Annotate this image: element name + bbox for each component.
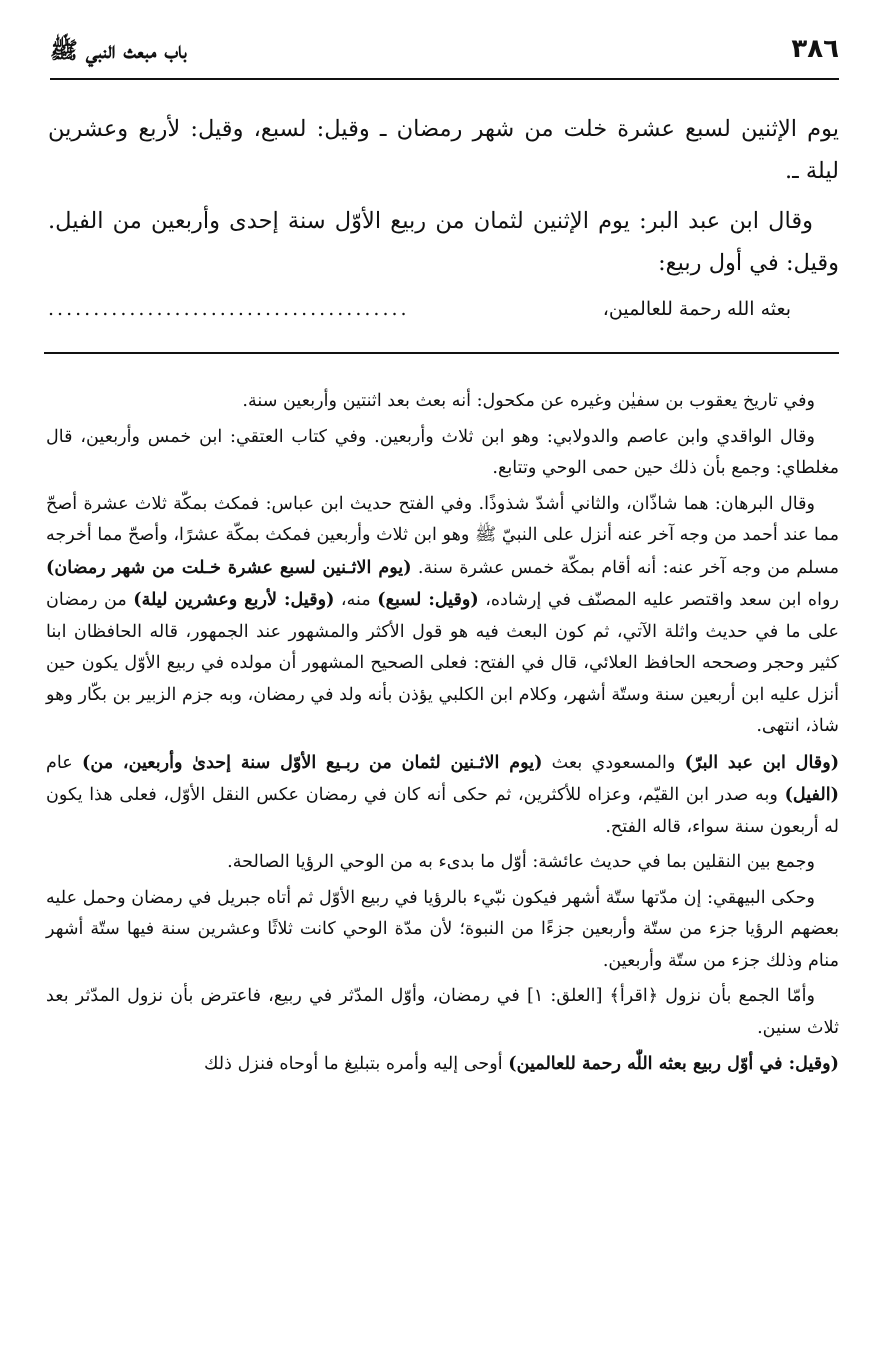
main-text bbox=[48, 108, 839, 326]
commentary-text bbox=[46, 386, 839, 1085]
commentary-paragraph-8 bbox=[46, 1048, 839, 1081]
commentary-paragraph-5: وجمع بين النقلين بما في حديث عائشة: أوّل ما بدىء به من الوحي الرؤيا الصالحة. bbox=[227, 852, 815, 872]
quoted-matn: (الفيل) bbox=[784, 784, 839, 805]
page-header bbox=[50, 30, 839, 80]
quoted-matn: (يوم الاثـنين لسبع عشرة خـلت من شهر رمضان) bbox=[46, 556, 412, 578]
commentary-paragraph-2: وقال الواقدي وابن عاصم والدولابي: وهو ابن ثلاث وأربعين. وفي كتاب العتقي: ابن خمس وأربعين، قال مغلطاي: وجمع بأن ذلك حين حمى الوحي وتتابع. bbox=[46, 426, 839, 478]
ellipsis-dots: ........................................ bbox=[48, 298, 410, 320]
quoted-matn: (وقال ابن عبد البرّ) bbox=[684, 751, 840, 773]
commentary-text-run: أوحى إليه وأمره بتبليغ ما أوحاه فنزل ذلك bbox=[203, 1054, 503, 1074]
commentary-paragraph-1: وفي تاريخ يعقوب بن سفيٰن وغيره عن مكحول: أنه بعث بعد اثنتين وأربعين سنة. bbox=[242, 391, 815, 411]
matn-paragraph-1: يوم الإثنين لسبع عشرة خلت من شهر رمضان ـ وقيل: لسبع، وقيل: لأربع وعشرين ليلة ـ. bbox=[48, 116, 839, 184]
commentary-text-run: عام bbox=[46, 752, 73, 773]
matn-paragraph-2: وقال ابن عبد البر: يوم الإثنين لثمان من ربيع الأوّل سنة إحدى وأربعين من الفيل. وقيل: في أول ربيع: bbox=[48, 208, 839, 276]
commentary-text-run: رواه ابن سعد واقتصر عليه المصنّف في إرشاده، bbox=[485, 590, 840, 610]
commentary-text-run: منه، bbox=[340, 590, 371, 610]
running-title: باب مبعث النبي ﷺ bbox=[50, 37, 187, 64]
commentary-text-run: وقال البرهان: هما شاذّان، والثاني أشدّ شذوذًا. وفي الفتح حديث ابن عباس: فمكث بمكّة ثلاث عشرة أصحّ مما عند أحمد من وجه آخر عنه أنزل على النبيّ ﷺ وهو ابن ثلاث وأربعين فمكث بمكّة عشرًا، وأصحّ مما أخرجه مسلم من وجه آخر عنه: أنه أقام بمكّة خمس عشرة سنة. bbox=[46, 493, 839, 578]
commentary-text-run: وبه صدر ابن القيّم، وعزاه للأكثرين، ثم حكى أنه كان في رمضان عكس النقل الأوّل، فعلى هذا يكون له أربعون سنة سواء، قاله الفتح. bbox=[46, 785, 839, 837]
matn-verse: بعثه الله رحمة للعالمين، bbox=[602, 298, 791, 320]
commentary-text-run: والمسعودي بعث bbox=[551, 752, 676, 773]
quoted-matn: (وقيل: في أوّل ربيع بعثه اللّٰه رحمة للعالمين) bbox=[508, 1053, 839, 1074]
quoted-matn: (وقيل: لأربع وعشرين ليلة) bbox=[133, 589, 335, 610]
commentary-paragraph-6: وحكى البيهقي: إن مدّتها ستّة أشهر فيكون نبّيء بالرؤيا في ربيع الأوّل ثم أتاه جبريل في رمضان وحمل عليه بعضهم الرؤيا جزء من ستّة وأربعين جزءًا من النبوة؛ لأن مدّة الوحي كانت ثلاثًا وعشرين سنة فيها ستّة أشهر منام وذلك جزء من ستّة وأربعين. bbox=[46, 887, 839, 971]
commentary-text-run: من رمضان على ما في حديث واثلة الآتي، ثم كون البعث فيه هو قول الأكثر والمشهور عند الجمهور، قاله الحافظان ابنا كثير وحجر وصححه الحافظ العلائي، قال في الفتح: فعلى الصحيح المشهور أن مولده في ربيع الأوّل يكون حين أنزل عليه ابن أربعين سنة وستّة أشهر، وكلام ابن الكلبي يؤذن بأنه ولد في رمضان، وبه جزم الزبير بن بكّار وهو شاذ، انتهى. bbox=[46, 590, 839, 736]
commentary-paragraph-3 bbox=[46, 489, 839, 743]
page-number: ٣٨٦ bbox=[791, 34, 839, 64]
commentary-paragraph-7: وأمّا الجمع بأن نزول ﴿اقرأ﴾ [العلق: ١] في رمضان، وأوّل المدّثر في ربيع، فاعترض بأن نزول المدّثر بعد ثلاث سنين. bbox=[46, 986, 839, 1038]
section-divider bbox=[44, 352, 839, 354]
commentary-paragraph-4 bbox=[46, 747, 839, 844]
quoted-matn: (يوم الاثـنين لثمان من ربـيع الأوّل سنة إحدىٰ وأربعين، من) bbox=[82, 751, 543, 773]
quoted-matn: (وقيل: لسبع) bbox=[377, 589, 479, 610]
matn-verse-line bbox=[48, 292, 839, 326]
